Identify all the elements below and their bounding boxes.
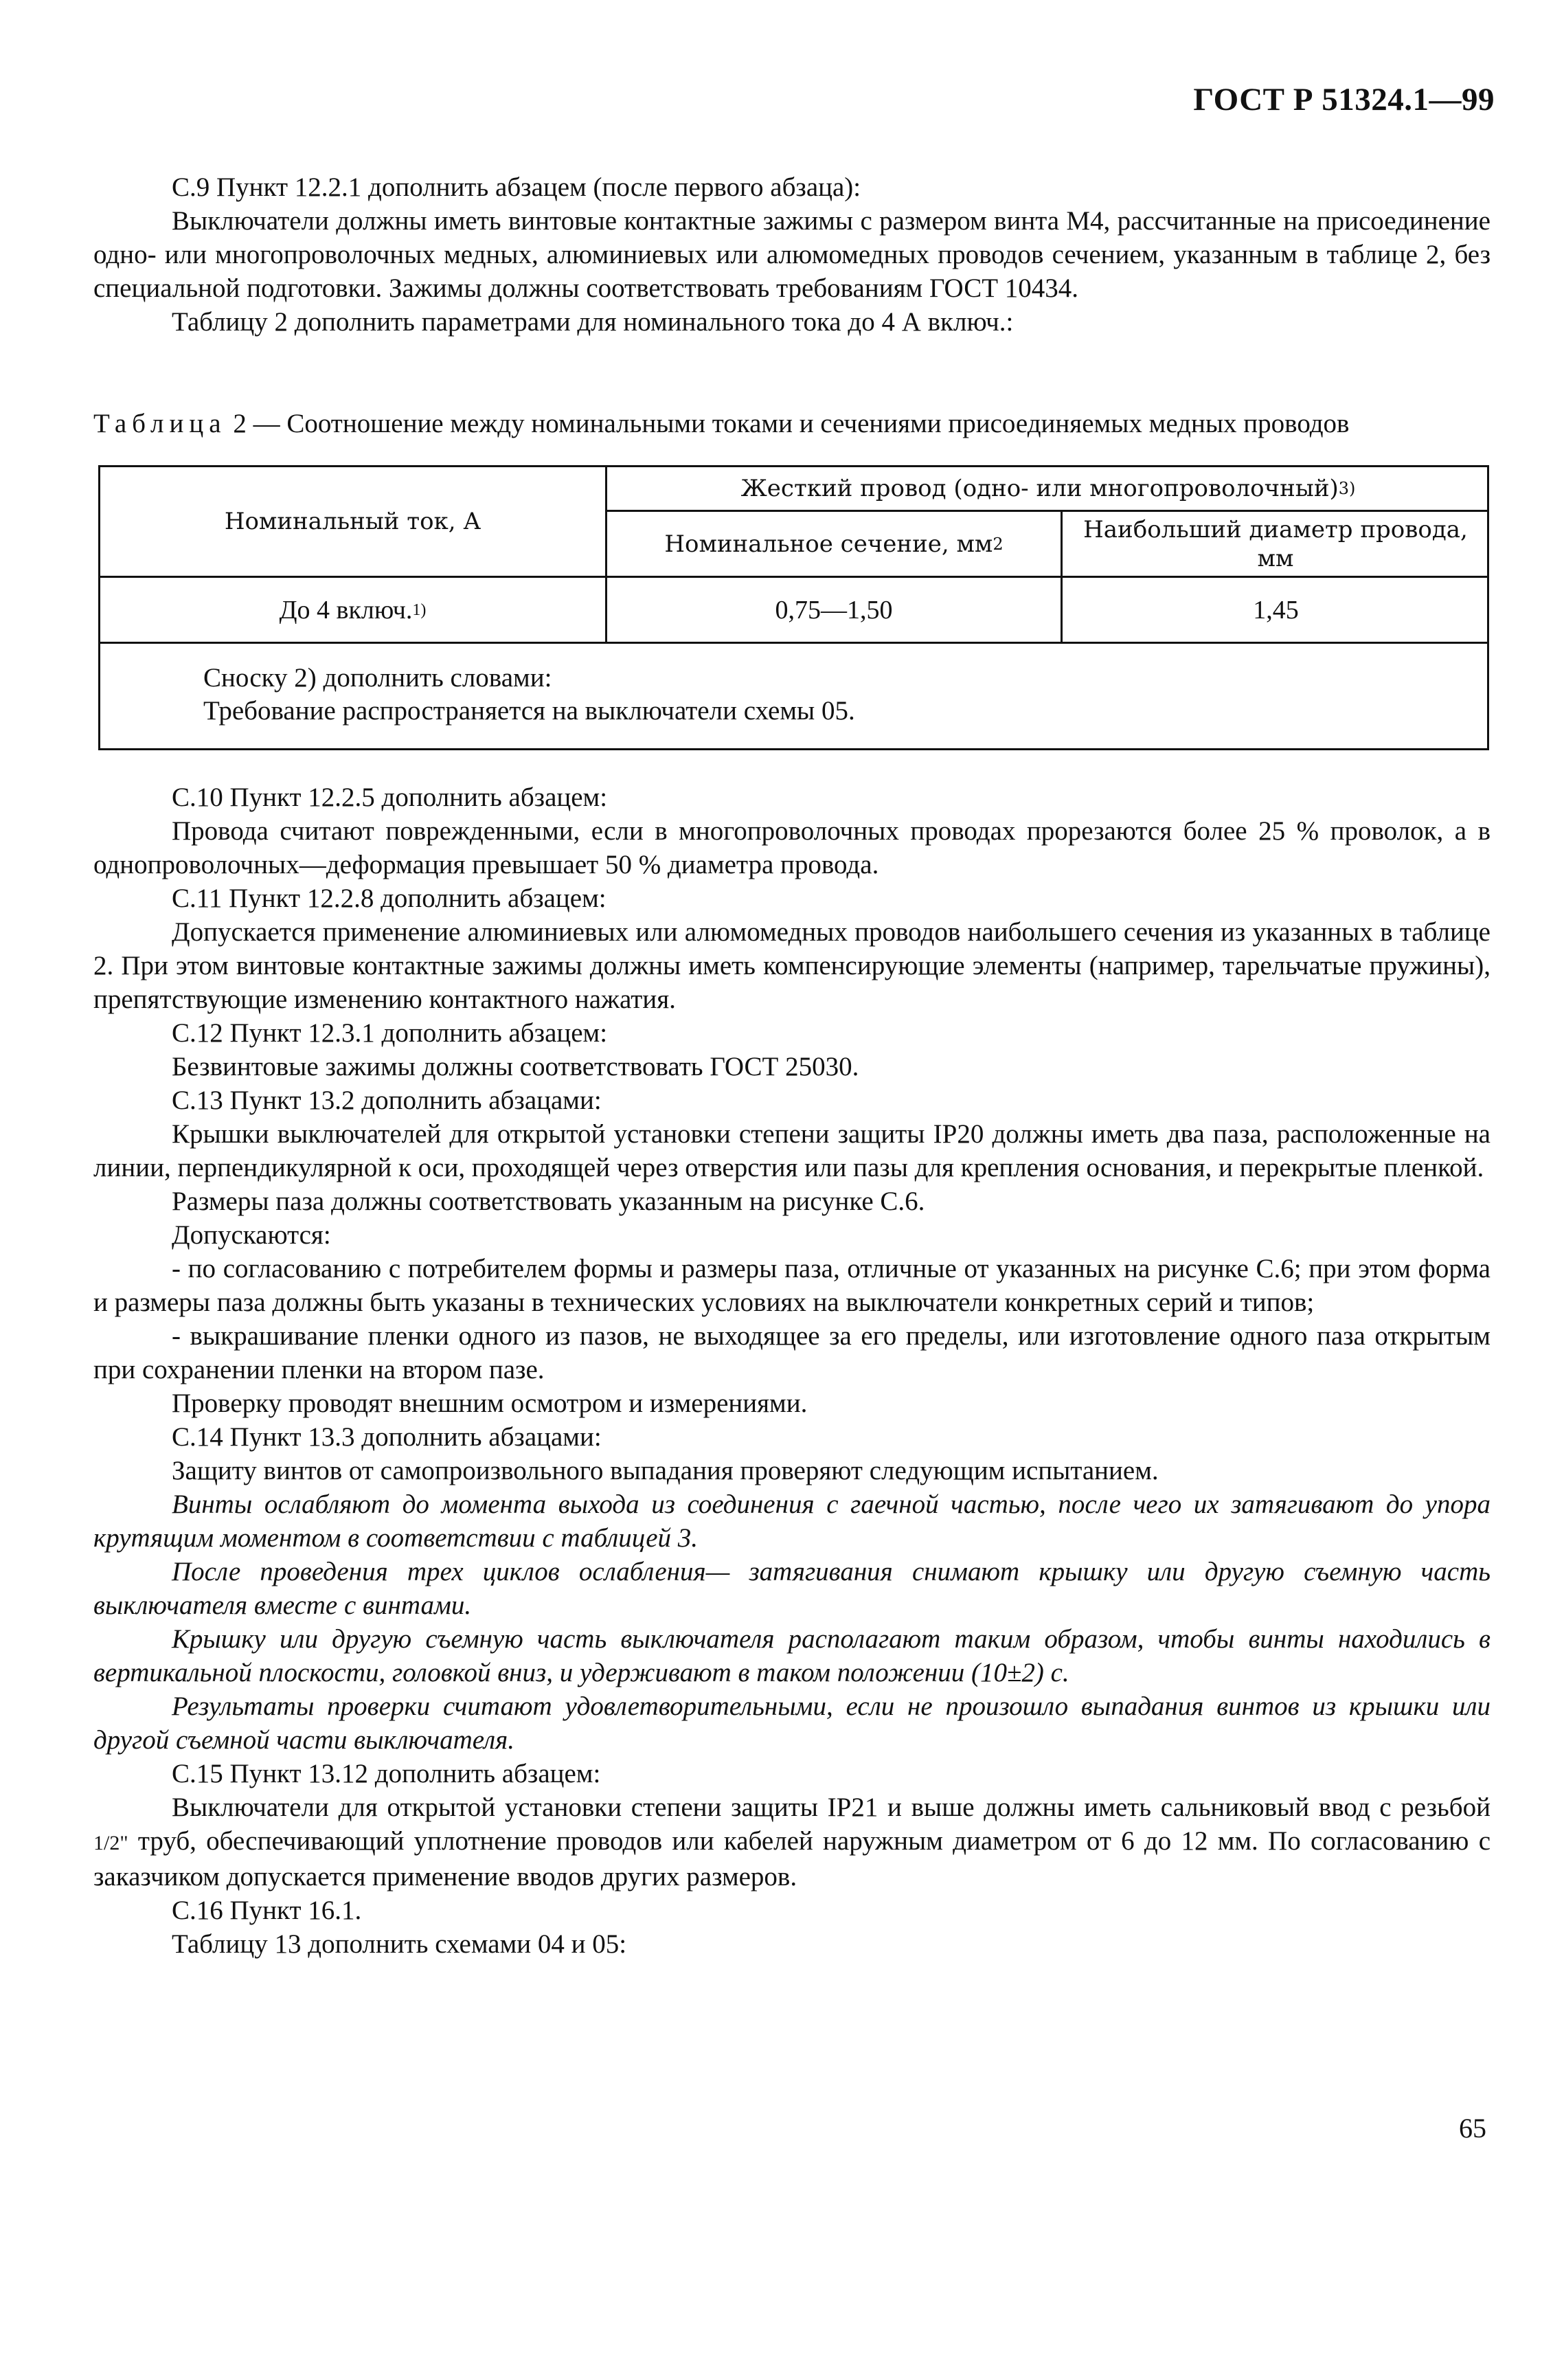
c14-heading: С.14 Пункт 13.3 дополнить абзацами: <box>172 1422 602 1452</box>
table-caption-prefix: Таблица <box>93 409 227 438</box>
c14-p2: Винты ослабляют до момента выхода из соединения с гаечной частью, после чего их затягивают до упора крутящим моментом в соответствии с таблицей 3. <box>93 1490 1491 1553</box>
document-header: ГОСТ Р 51324.1—99 <box>1193 82 1495 117</box>
c16-heading: С.16 Пункт 16.1. <box>172 1896 362 1925</box>
table-2 <box>98 465 1489 750</box>
thread-fraction: 1/2" <box>93 1832 128 1854</box>
table-caption <box>93 408 1495 439</box>
header-rigid-wire: Жесткий провод (одно- или многопроволочный) 3) <box>740 475 1356 502</box>
table-note-line2: Требование распространяется на выключатели схемы 05. <box>203 696 855 726</box>
c13-p2: Размеры паза должны соответствовать указанным на рисунке С.6. <box>172 1187 925 1216</box>
c10-heading: С.10 Пункт 12.2.5 дополнить абзацем: <box>172 783 608 812</box>
c13-p6: Проверку проводят внешним осмотром и измерениями. <box>172 1389 808 1418</box>
table-caption-text: 2 — Соотношение между номинальными токами и сечениями присоединяемых медных проводов <box>226 409 1350 438</box>
c9-body: Выключатели должны иметь винтовые контактные зажимы с размером винта М4, рассчитанные на присоединение одно- или многопроволочных медных, алюминиевых или алюмомедных проводов сечением, указанным в таблице 2, без специальной подготовки. Зажимы должны соответствовать требованиям ГОСТ 10434. <box>93 206 1491 303</box>
c12-heading: С.12 Пункт 12.3.1 дополнить абзацем: <box>172 1018 608 1048</box>
c11-heading: С.11 Пункт 12.2.8 дополнить абзацем: <box>172 884 607 913</box>
table-hline-row <box>100 642 1489 644</box>
cell-section: 0,75—1,50 <box>775 595 893 625</box>
header-current: Номинальный ток, А <box>224 508 481 535</box>
table-note-line1: Сноску 2) дополнить словами: <box>203 663 552 693</box>
page-number: 65 <box>1459 2113 1486 2144</box>
c16-body: Таблицу 13 дополнить схемами 04 и 05: <box>172 1929 627 1959</box>
c12-body: Безвинтовые зажимы должны соответствовать ГОСТ 25030. <box>172 1052 859 1081</box>
c14-p4: Крышку или другую съемную часть выключателя располагают таким образом, чтобы винты находились в вертикальной плоскости, головкой вниз, и удерживают в таком положении (10±2) с. <box>93 1624 1491 1687</box>
c13-p3: Допускаются: <box>172 1220 331 1250</box>
c15-heading: С.15 Пункт 13.12 дополнить абзацем: <box>172 1759 601 1788</box>
header-section: Номинальное сечение, мм 2 <box>664 530 1004 558</box>
c14-p3: После проведения трех циклов ослабления— затягивания снимают крышку или другую съемную часть выключателя вместе с винтами. <box>93 1557 1491 1620</box>
section-c9 <box>93 170 1491 339</box>
c13-p5: - выкрашивание пленки одного из пазов, не выходящее за его пределы, или изготовление одного паза открытым при сохранении пленки на втором пазе. <box>93 1321 1491 1384</box>
header-diameter: Наибольший диаметр провода, мм <box>1083 515 1468 572</box>
c9-table-intro: Таблицу 2 дополнить параметрами для номинального тока до 4 А включ.: <box>172 307 1014 337</box>
table-note <box>203 662 855 728</box>
cell-diameter: 1,45 <box>1253 595 1299 625</box>
c14-p1: Защиту винтов от самопроизвольного выпадания проверяют следующим испытанием. <box>172 1456 1159 1485</box>
c14-p5: Результаты проверки считают удовлетворительными, если не произошло выпадания винтов из крышки или другой съемной части выключателя. <box>93 1692 1491 1755</box>
c10-body: Провода считают поврежденными, если в многопроволочных проводах прорезаются более 25 % проволок, а в однопроволочных—деформация превышает 50 % диаметра провода. <box>93 816 1491 879</box>
main-body <box>93 781 1491 1961</box>
cell-current: До 4 включ. 1) <box>279 595 427 625</box>
c15-body: Выключатели для открытой установки степени защиты IP21 и выше должны иметь сальниковый ввод с резьбой 1/2" труб, обеспечивающий уплотнение проводов или кабелей наружным диаметром от 6 до 12 мм. По согласованию с заказчиком допускается применение вводов других размеров. <box>93 1793 1491 1891</box>
c13-p1: Крышки выключателей для открытой установки степени защиты IP20 должны иметь два паза, расположенные на линии, перпендикулярной к оси, проходящей через отверстия или пазы для крепления основания, и перекрытые пленкой. <box>93 1119 1491 1182</box>
c13-heading: С.13 Пункт 13.2 дополнить абзацами: <box>172 1086 602 1115</box>
c9-heading: С.9 Пункт 12.2.1 дополнить абзацем (после первого абзаца): <box>172 172 861 202</box>
c11-body: Допускается применение алюминиевых или алюмомедных проводов наибольшего сечения из указанных в таблице 2. При этом винтовые контактные зажимы должны иметь компенсирующие элементы (например, тарельчатые пружины), препятствующие изменению контактного нажатия. <box>93 917 1491 1014</box>
c13-p4: - по согласованию с потребителем формы и размеры паза, отличные от указанных на рисунке С.6; при этом форма и размеры паза должны быть указаны в технических условиях на выключатели конкретных серий и типов; <box>93 1254 1491 1317</box>
